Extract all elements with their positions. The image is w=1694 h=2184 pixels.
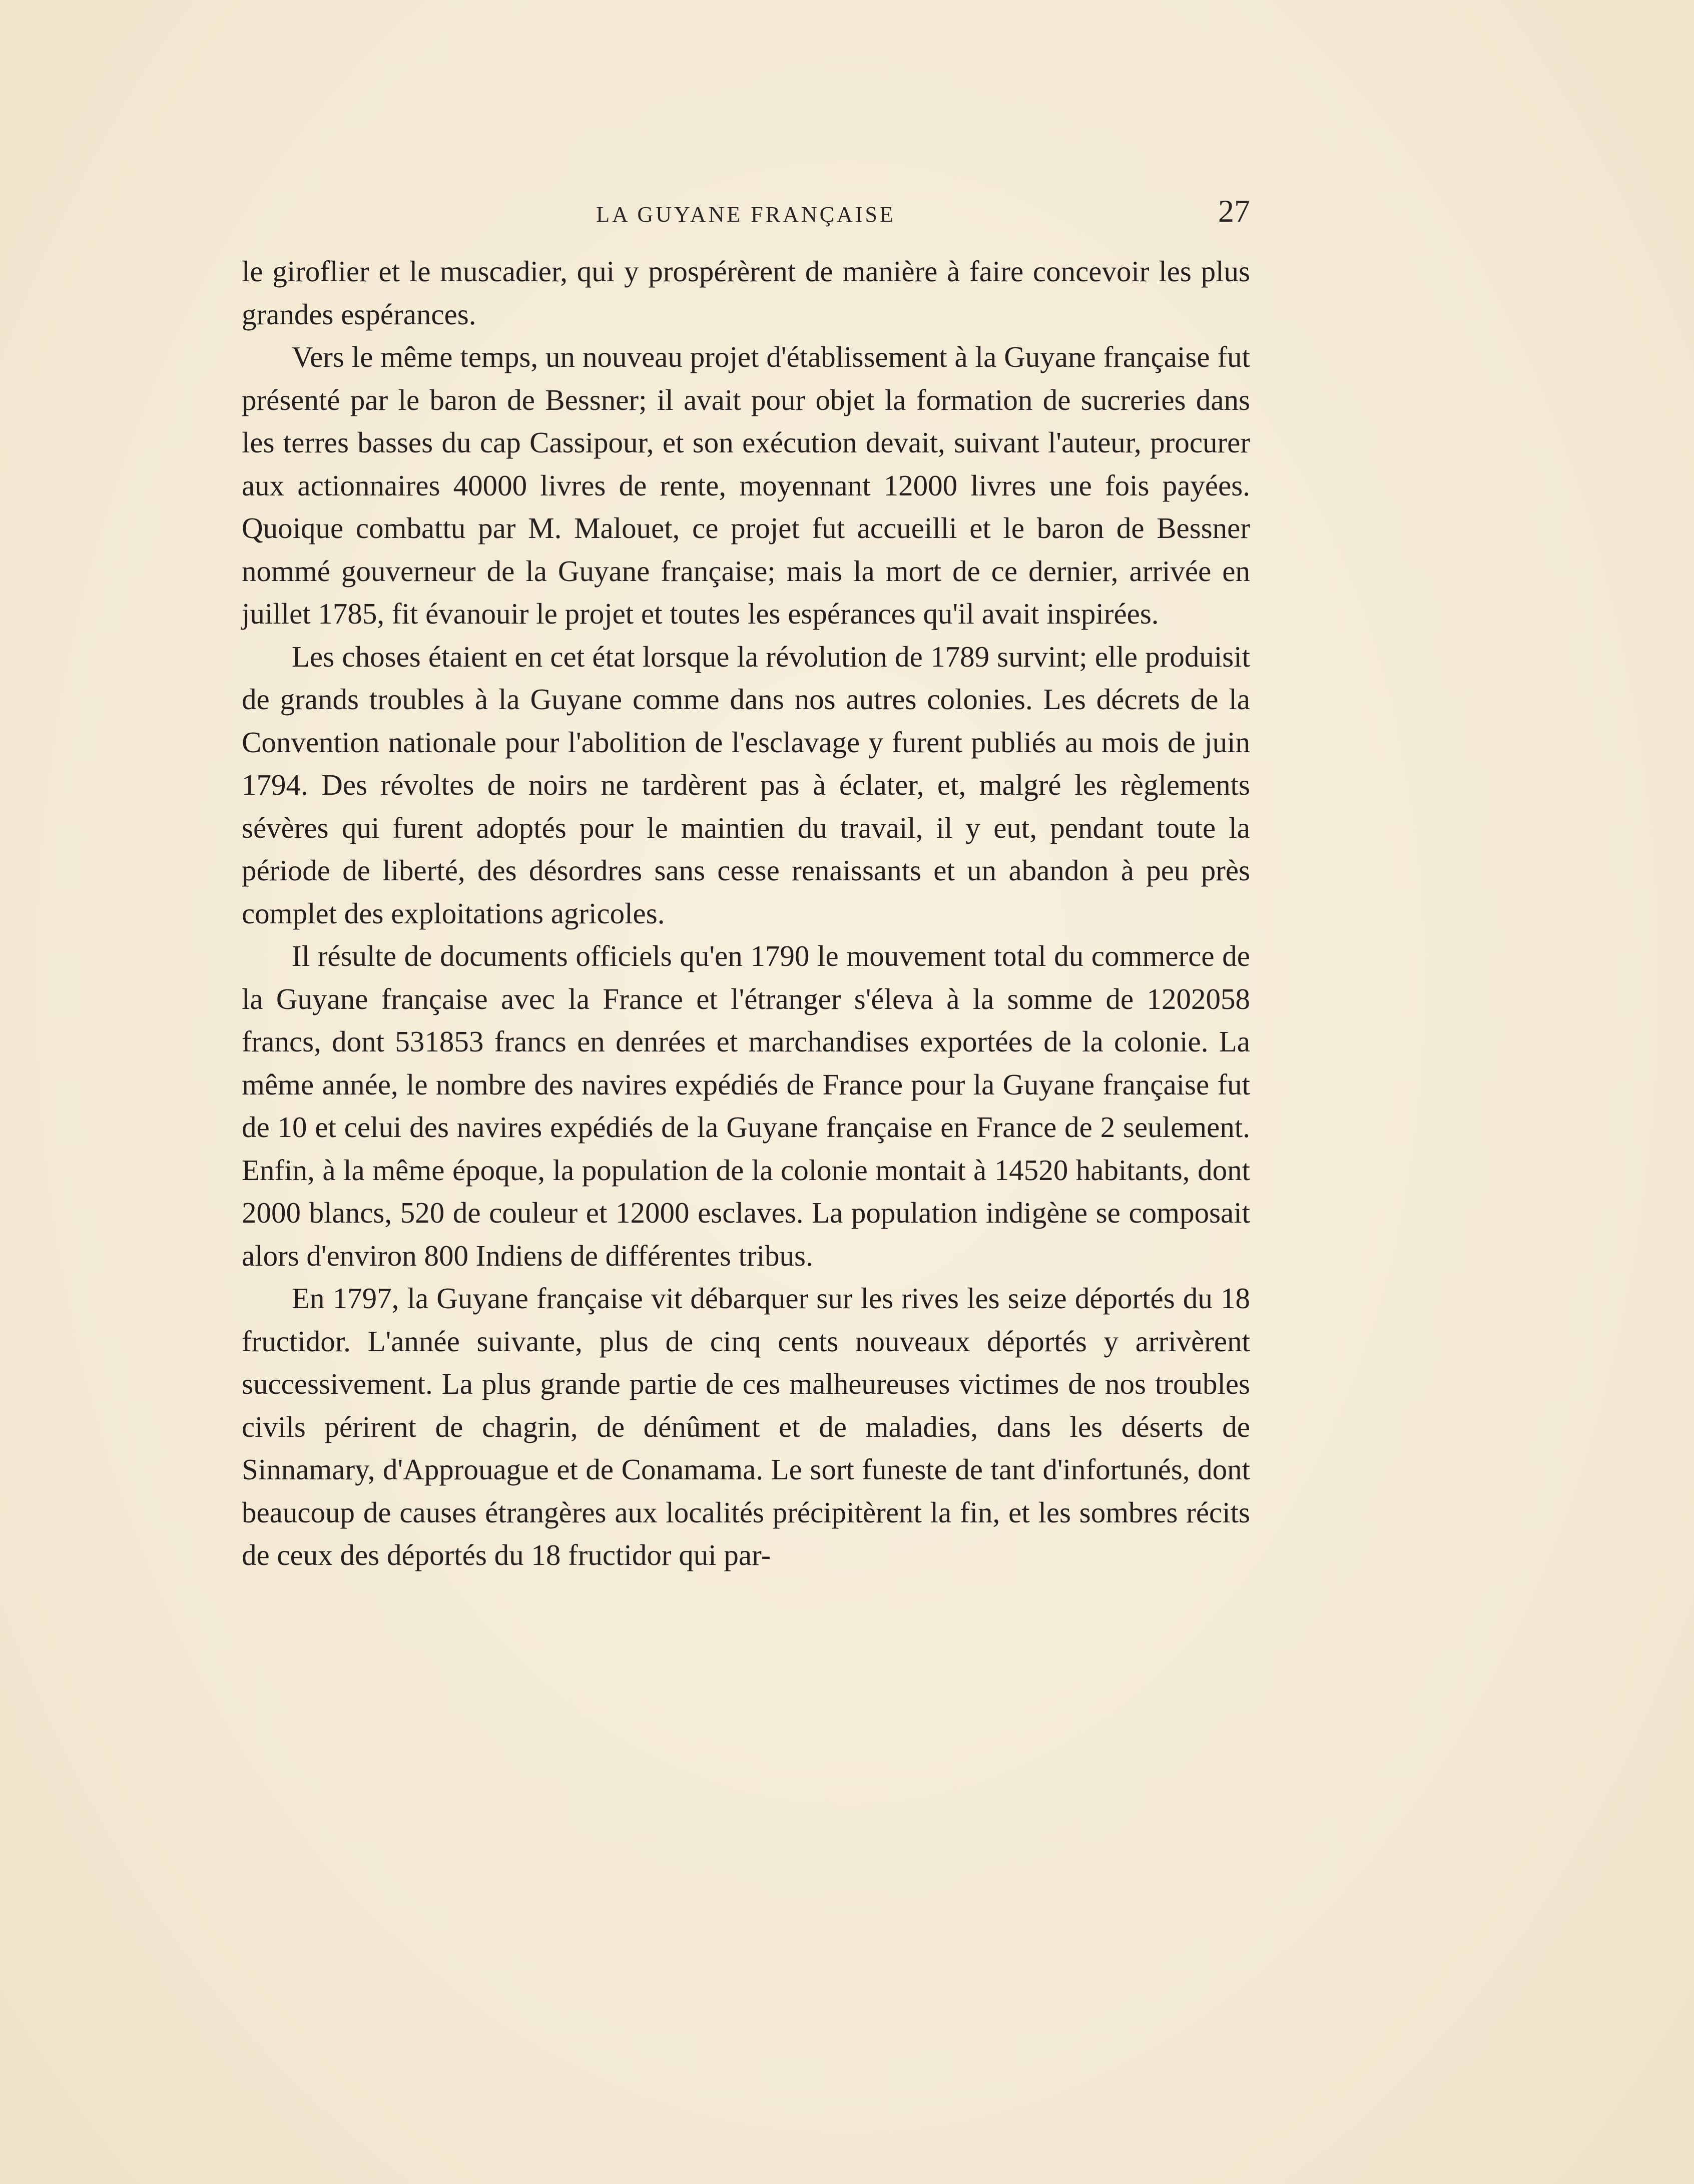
paragraph: Les choses étaient en cet état lorsque la révolution de 1789 survint; elle produisit de grands troubles à la Guyane comme dans nos autres colonies. Les décrets de la Convention nationale pour l'abolition de l'esclavage y furent publiés au mois de juin 1794. Des révoltes de noirs ne tardèrent pas à éclater, et, malgré les règlements sévères qui furent adoptés pour le maintien du travail, il y eut, pendant toute la période de liberté, des désordres sans cesse renaissants et un abandon à peu près complet des exploitations agricoles.: [242, 640, 1250, 930]
page-number: 27: [1218, 193, 1250, 229]
body-text: [242, 250, 1250, 1577]
running-title: LA GUYANE FRANÇAISE: [596, 202, 896, 227]
page-header: [242, 193, 1250, 233]
paragraph: En 1797, la Guyane française vit débarquer sur les rives les seize déportés du 18 fructidor. L'année suivante, plus de cinq cents nouveaux déportés y arrivèrent successivement. La plus grande partie de ces malheureuses victimes de nos troubles civils périrent de chagrin, de dénûment et de maladies, dans les déserts de Sinnamary, d'Approuague et de Conamama. Le sort funeste de tant d'infortunés, dont beaucoup de causes étrangères aux localités précipitèrent la fin, et les sombres récits de ceux des déportés du 18 fructidor qui par-: [242, 1282, 1250, 1571]
paragraph: Vers le même temps, un nouveau projet d'établissement à la Guyane française fut présenté par le baron de Bessner; il avait pour objet la formation de sucreries dans les terres basses du cap Cassipour, et son exécution devait, suivant l'auteur, procurer aux actionnaires 40000 livres de rente, moyennant 12000 livres une fois payées. Quoique combattu par M. Malouet, ce projet fut accueilli et le baron de Bessner nommé gouverneur de la Guyane française; mais la mort de ce dernier, arrivée en juillet 1785, fit évanouir le projet et toutes les espérances qu'il avait inspirées.: [242, 340, 1250, 630]
paragraph: le giroflier et le muscadier, qui y prospérèrent de manière à faire concevoir les plus grandes espérances.: [242, 255, 1250, 331]
paragraph: Il résulte de documents officiels qu'en 1790 le mouvement total du commerce de la Guyane française avec la France et l'étranger s'éleva à la somme de 1202058 francs, dont 531853 francs en denrées et marchandises exportées de la colonie. La même année, le nombre des navires expédiés de France pour la Guyane française fut de 10 et celui des navires expédiés de la Guyane française en France de 2 seulement. Enfin, à la même époque, la population de la colonie montait à 14520 habitants, dont 2000 blancs, 520 de couleur et 12000 esclaves. La population indigène se composait alors d'environ 800 Indiens de différentes tribus.: [242, 939, 1250, 1272]
